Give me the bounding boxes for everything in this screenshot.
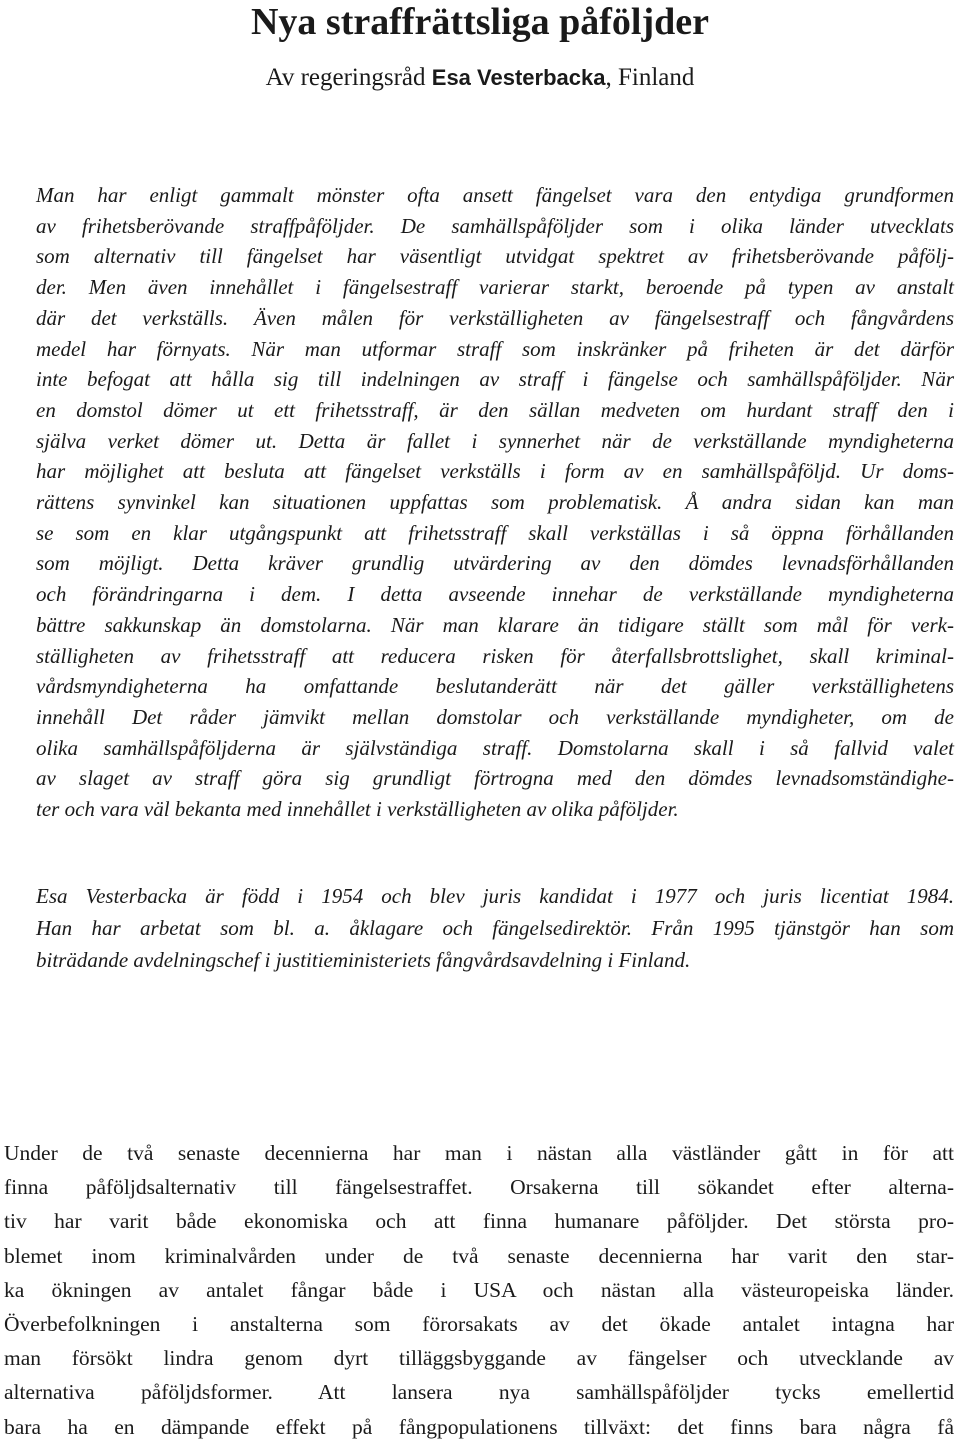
- body-line: tiv har varit både ekonomiska och att finna humanare påföljder. Det största pro-: [4, 1209, 954, 1234]
- bio-line: biträdande avdelningschef i justitieministeriets fångvårdsavdelning i Finland.: [36, 948, 691, 972]
- abstract-line: ställigheten av frihetsstraff att reducera risken för återfallsbrottslighet, skall kriminal-: [36, 643, 954, 668]
- abstract-line: innehåll Det råder jämvikt mellan domstolar och verkställande myndigheter, om de: [36, 704, 954, 729]
- abstract-line: av frihetsberövande straffpåföljder. De samhällspåföljder som i olika länder utvecklats: [36, 213, 954, 238]
- abstract-line: och förändringarna i dem. I detta avseende innehar de verkställande myndigheterna: [36, 582, 954, 607]
- abstract-line: der. Men även innehållet i fängelsestraff varierar starkt, beroende på typen av anstalt: [36, 275, 954, 300]
- body-line: alternativa påföljdsformer. Att lansera nya samhällspåföljder tycks emellertid: [4, 1380, 954, 1405]
- body-line: man försökt lindra genom dyrt tilläggsbyggande av fängelser och utvecklande av: [4, 1346, 954, 1371]
- body-line: ka ökningen av antalet fångar både i USA och nästan alla västeuropeiska länder.: [4, 1277, 954, 1302]
- body-line: Under de två senaste decennierna har man i nästan alla västländer gått in för att: [4, 1141, 954, 1165]
- abstract-line: har möjlighet att besluta att fängelset verkställs i form av en samhällspåföljd. Ur doms-: [36, 459, 954, 484]
- bio-line: Esa Vesterbacka är född i 1954 och blev juris kandidat i 1977 och juris licentiat 1984.: [36, 884, 954, 908]
- body-line: blemet inom kriminalvården under de två senaste decennierna har varit den star-: [4, 1243, 954, 1268]
- article-byline: [0, 62, 960, 94]
- abstract-line: rättens synvinkel kan situationen uppfattas som problematisk. Å andra sidan kan man: [36, 490, 954, 515]
- abstract-line: en domstol dömer ut ett frihetsstraff, är den sällan medveten om hurdant straff den i: [36, 397, 954, 422]
- abstract-line: bättre sakkunskap än domstolarna. När man klarare än tidigare ställt som mål för verk-: [36, 612, 954, 637]
- body-line: finna påföljdsalternativ till fängelsestraffet. Orsakerna till sökandet efter alterna-: [4, 1175, 954, 1200]
- abstract-line: som alternativ till fängelset har väsentligt utvidgat spektret av frihetsberövande påfölj-: [36, 244, 954, 269]
- bio-line: Han har arbetat som bl. a. åklagare och fängelsedirektör. Från 1995 tjänstgör han som: [36, 916, 954, 940]
- abstract-line: själva verket dömer ut. Detta är fallet i synnerhet när de verkställande myndigheterna: [36, 428, 954, 453]
- abstract-paragraph: [36, 180, 954, 825]
- abstract-line: av slaget av straff göra sig grundligt förtrogna med den dömdes levnadsomständighe-: [36, 766, 954, 791]
- abstract-line: olika samhällspåföljderna är självständiga straff. Domstolarna skall i så fallvid valet: [36, 735, 954, 760]
- abstract-line: ter och vara väl bekanta med innehållet i verkställigheten av olika påföljder.: [36, 797, 679, 822]
- author-bio: [36, 880, 954, 976]
- abstract-line: medel har förnyats. När man utformar straff som inskränker på friheten är det därför: [36, 336, 954, 361]
- abstract-line: där det verkställs. Även målen för verkställigheten av fängelsestraff och fångvårdens: [36, 305, 954, 330]
- body-line: Överbefolkningen i anstalterna som förorsakats av det ökade antalet intagna har: [4, 1312, 954, 1337]
- abstract-line: se som en klar utgångspunkt att frihetsstraff skall verkställas i så öppna förhållanden: [36, 520, 954, 545]
- body-line: bara ha en dämpande effekt på fångpopulationens tillväxt: det finns bara några få: [4, 1414, 954, 1439]
- body-paragraph: [4, 1136, 954, 1444]
- byline-prefix: Av regeringsråd: [265, 64, 432, 91]
- abstract-line: inte befogat att hålla sig till indelningen av straff i fängelse och samhällspåföljder. När: [36, 367, 954, 392]
- abstract-line: vårdsmyndigheterna ha omfattande beslutanderätt när det gäller verkställighetens: [36, 674, 954, 699]
- article-title: Nya straffrättsliga påföljder: [250, 1, 709, 43]
- abstract-line: som möjligt. Detta kräver grundlig utvärdering av den dömdes levnadsförhållanden: [36, 551, 954, 576]
- byline-author: Esa Vesterbacka: [431, 65, 606, 90]
- abstract-line: Man har enligt gammalt mönster ofta ansett fängelset vara den entydiga grundformen: [36, 183, 954, 207]
- byline-suffix: , Finland: [605, 64, 695, 91]
